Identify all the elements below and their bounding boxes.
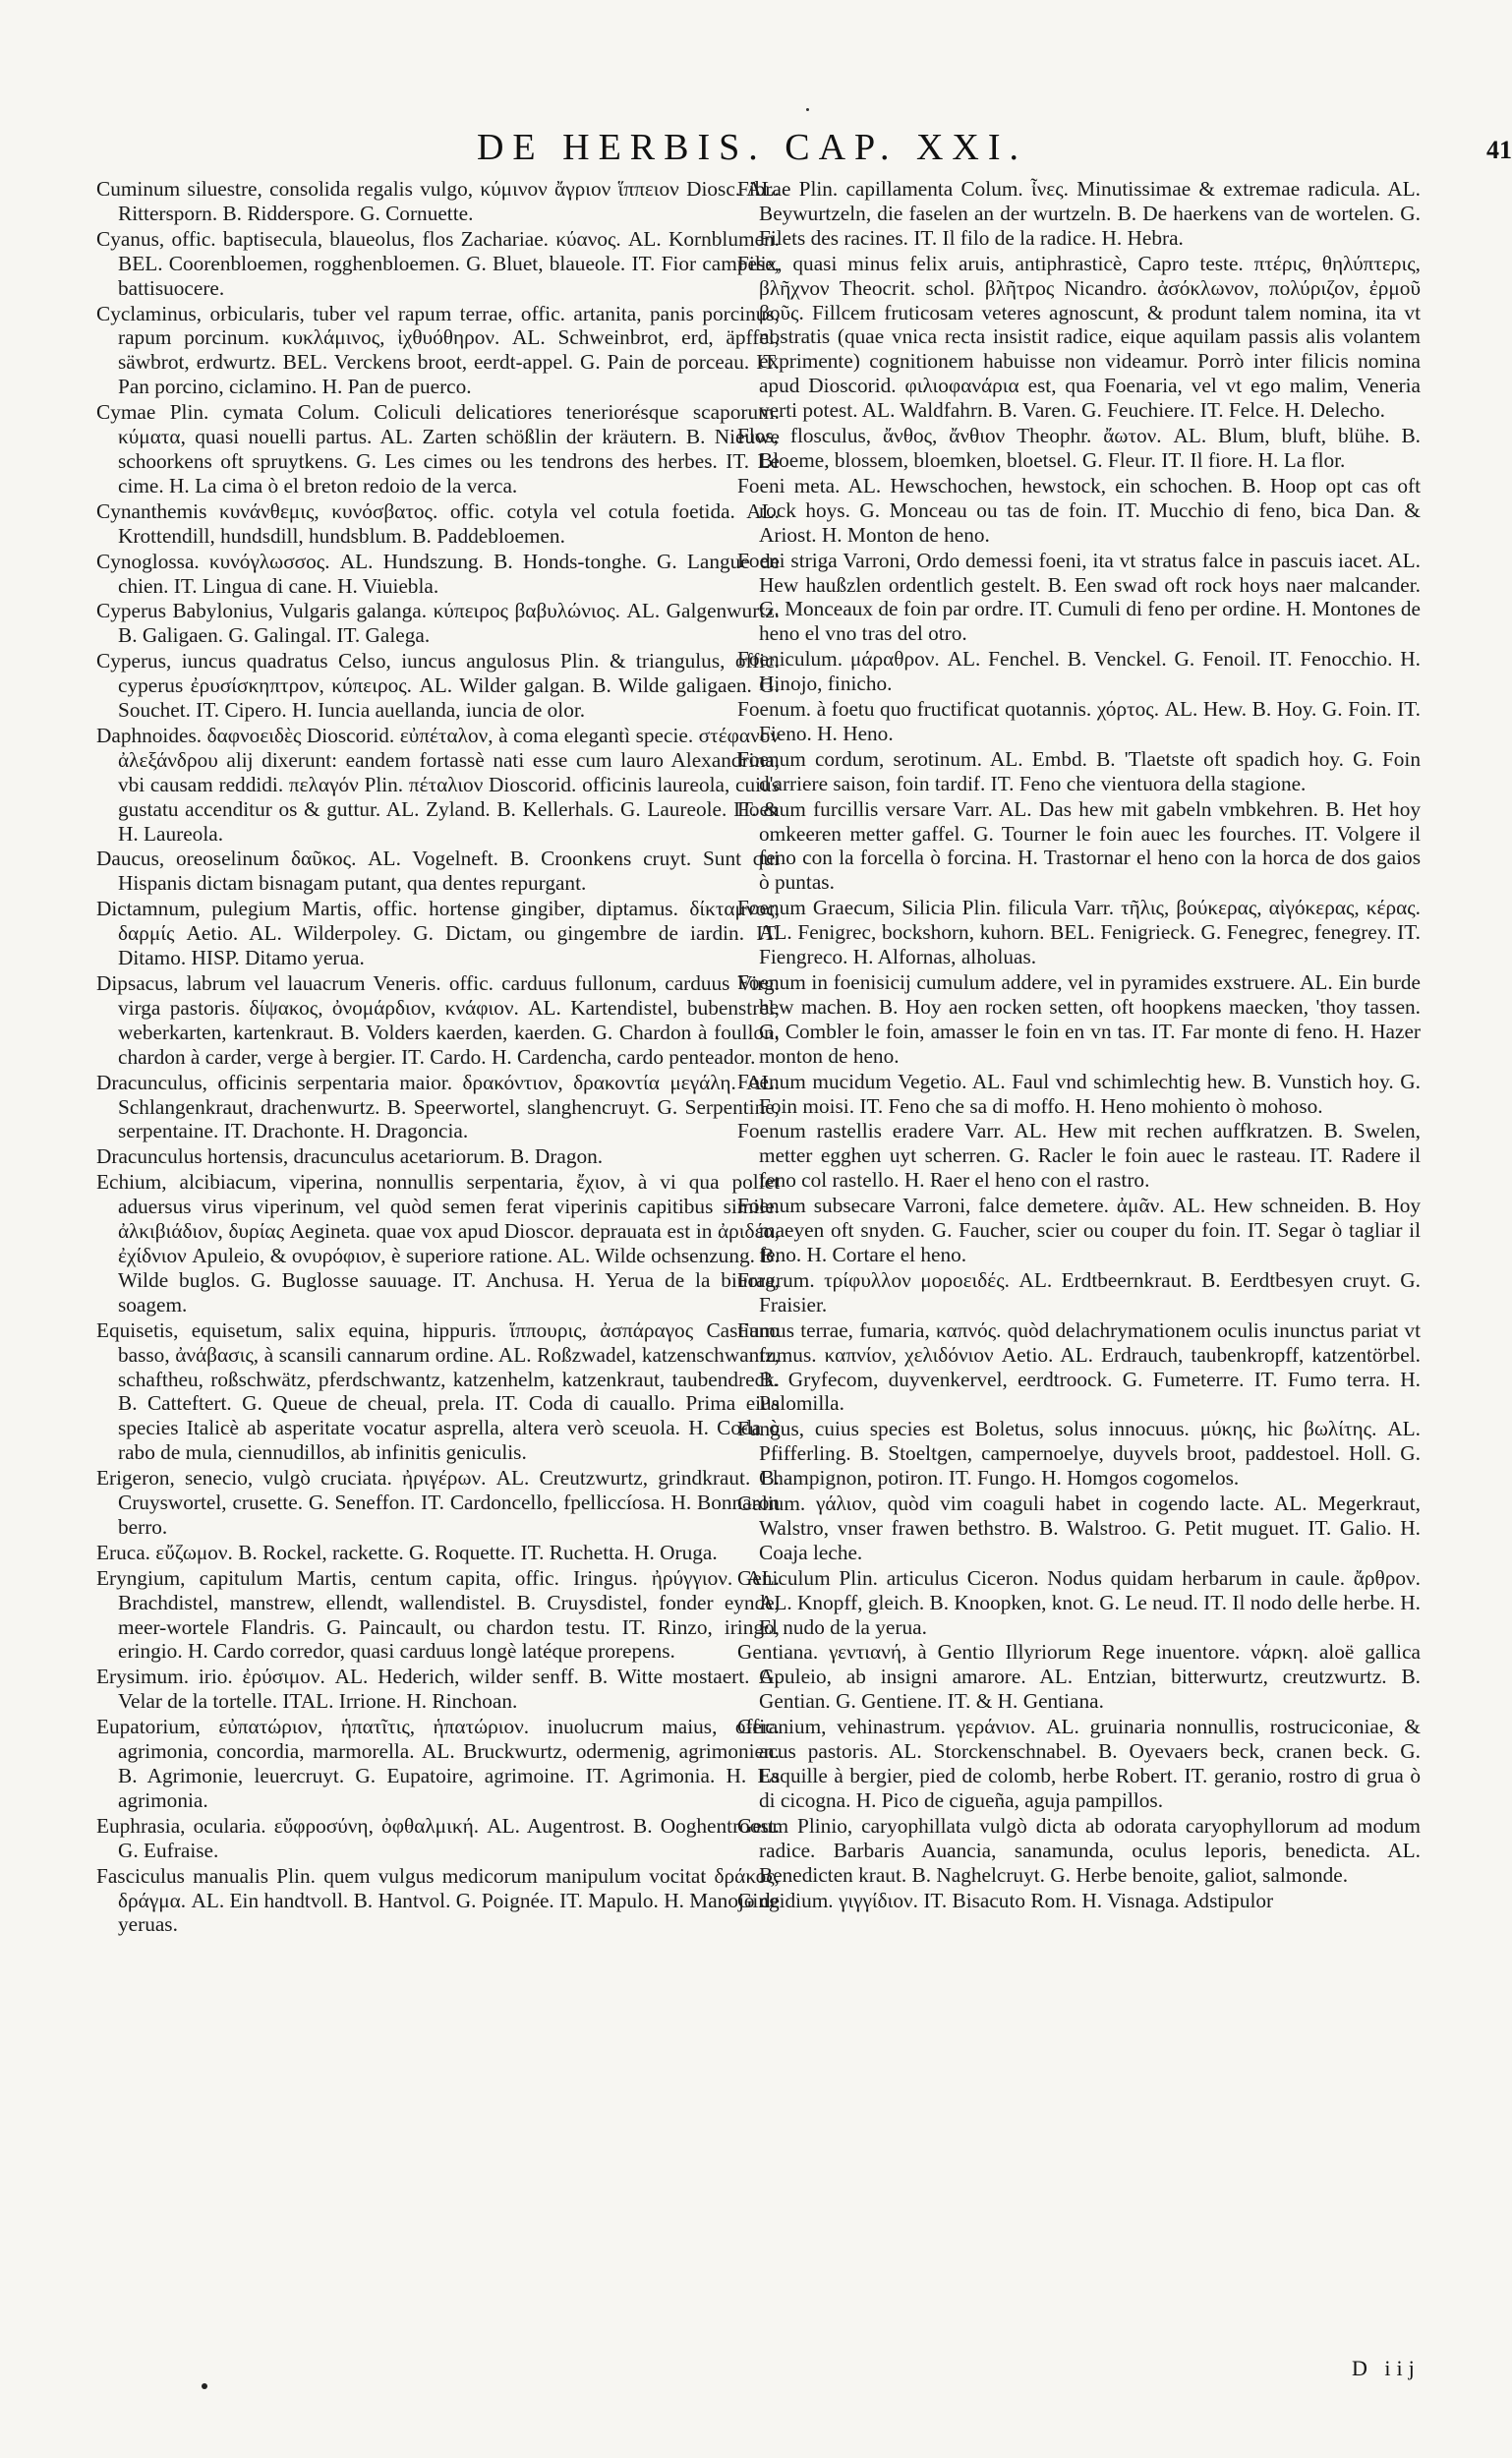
dictionary-entry: Cyanus, offic. baptisecula, blaueolus, flos Zachariae. κύανος. AL. Kornblumen. BEL. Coorenbloemen, rogghenbloemen. G. Bluet, blaueole. IT. Fior campese, battisuocere. (96, 226, 780, 300)
dictionary-entry: Foenum mucidum Vegetio. AL. Faul vnd schimlechtig hew. B. Vunstich hoy. G. Foin moisi. IT. Feno che sa di moffo. H. Heno mohiento ò mohoso. (737, 1069, 1421, 1118)
dictionary-entry: Dictamnum, pulegium Martis, offic. hortense gingiber, diptamus. δίκταμνος, δαρμίς Aetio. AL. Wilderpoley. G. Dictam, ou gingembre de iardin. IT. Ditamo. HISP. Ditamo yerua. (96, 897, 780, 970)
running-header: DE HERBIS. CAP. XXI. (476, 127, 1028, 168)
dictionary-entry: Dracunculus hortensis, dracunculus acetariorum. B. Dragon. (96, 1144, 604, 1169)
dictionary-entry: Gentiana. γεντιανή, à Gentio Illyriorum Rege inuentore. νάρκη. aloë gallica Apuleio, ab insigni amarore. AL. Entzian, bitterwurtz, creutzwurtz. B. Gentian. G. Gentiene. IT. & H. Gentiana. (737, 1640, 1421, 1714)
dictionary-entry: Daphnoides. δαφνοειδὲς Dioscorid. εὐπέταλον, à coma elegantì specie. στέφανον ἀλεξάνδρου alij dixerunt: eandem fortassè nati esse cum lauro Alexandrina, vbi causam reddidi. πελαγόν Plin. πέταλιον Dioscorid. officinis laureola, cuius gustatu accenditur os & guttur. AL. Zyland. B. Kellerhals. G. Laureole. IT. & H. Laureola. (96, 723, 780, 846)
dictionary-entry: Cynoglossa. κυνόγλωσσος. AL. Hundszung. B. Honds-tonghe. G. Langue de chien. IT. Lingua di cane. H. Viuiebla. (96, 549, 780, 598)
page-number: 41 (1486, 136, 1512, 164)
dictionary-entry: Foenum Graecum, Silicia Plin. filicula Varr. τῆλις, βούκερας, αἰγόκερας, κέρας. AL. Fenigrec, bockshorn, kuhorn. BEL. Fenigrieck. G. Fenegrec, fenegrey. IT. Fiengreco. H. Alfornas, alholuas. (737, 896, 1421, 969)
dictionary-entry: Foenum furcillis versare Varr. AL. Das hew mit gabeln vmbkehren. B. Het hoy omkeeren metter gaffel. G. Tourner le foin auec les fourches. IT. Volgere il feno con la forcella ò forcina. H. Trastornar el heno con la horca de dos gaios ò puntas. (737, 796, 1421, 895)
dictionary-entry: Eryngium, capitulum Martis, centum capita, offic. Iringus. ἠρύγγιον. AL. Brachdistel, manstrew, ellendt, wallendistel. B. Cruysdistel, fonder eynde, meer-wortele Flandris. G. Paincault, ou chardon testu. IT. Rinzo, iringo, eringio. H. Cardo corredor, quasi carduus longè latéque prorepens. (96, 1565, 780, 1664)
dictionary-entry: Eupatorium, εὐπατώριον, ἡπατῖτις, ἡπατώριον. inuolucrum maius, offic. agrimonia, concordia, marmorella. AL. Bruckwurtz, odermenig, agrimonien. B. Agrimonie, leuercruyt. G. Eupatoire, agrimoine. IT. Agrimonia. H. La agrimonia. (96, 1715, 780, 1812)
right-column (737, 177, 1421, 1913)
dictionary-entry: Geranium, vehinastrum. γεράνιον. AL. gruinaria nonnullis, rostruciconiae, & acus pastoris. AL. Storckenschnabel. B. Oyevaers beck, cranen beck. G. Esquille à bergier, pied de colomb, herbe Robert. IT. geranio, rostro di grua ò di cicogna. H. Pico de cigueña, aguja pampillos. (737, 1715, 1421, 1812)
dictionary-entry: Fibrae Plin. capillamenta Colum. ἶνες. Minutissimae & extremae radicula. AL. Beywurtzeln, die faselen an der wurtzeln. B. De haerkens van de wortelen. G. Filets des racines. IT. Il filo de la radice. H. Hebra. (737, 177, 1421, 250)
dictionary-entry: Foeni meta. AL. Hewschochen, hewstock, ein schochen. B. Hoop opt cas oft rock hoys. G. Monceau ou tas de foin. IT. Mucchio di feno, bica Dan. & Ariost. H. Monton de heno. (737, 473, 1421, 547)
dictionary-entry: Fungus, cuius species est Boletus, solus innocuus. μύκης, hic βωλίτης. AL. Pfifferling. B. Stoeltgen, campernoelye, duyvels broot, paddestoel. Holl. G. Champignon, potiron. IT. Fungo. H. Homgos cogomelos. (737, 1417, 1421, 1491)
dictionary-entry: Foeniculum. μάραθρον. AL. Fenchel. B. Venckel. G. Fenoil. IT. Fenocchio. H. Hinojo, finicho. (737, 647, 1421, 696)
ink-speck (806, 108, 809, 111)
dictionary-entry: Cyperus Babylonius, Vulgaris galanga. κύπειρος βαβυλώνιος. AL. Galgenwurtz. B. Galigaen. G. Galingal. IT. Galega. (96, 599, 780, 648)
dictionary-entry: Cymae Plin. cymata Colum. Coliculi delicatiores teneriorésque scaporum. κύματα, quasi nouelli partus. AL. Zarten schößlin der kräutern. B. Nieuwe schoorkens oft spruytkens. G. Les cimes ou les tendrons des herbes. IT. Le cime. H. La cima ò el breton redoio de la verca. (96, 400, 780, 497)
dictionary-entry: Gingidium. γιγγίδιον. IT. Bisacuto Rom. H. Visnaga. Adstipulor (737, 1888, 1274, 1912)
dictionary-entry: Cyperus, iuncus quadratus Celso, iuncus angulosus Plin. & triangulus, offic. cyperus ἐρυσίσκηπτρον, κύπειρος. AL. Wilder galgan. B. Wilde galigaen. G. Souchet. IT. Cipero. H. Iuncia auellanda, iuncia de olor. (96, 649, 780, 723)
dictionary-entry: Erysimum. irio. ἐρύσιμον. AL. Hederich, wilder senff. B. Witte mostaert. G. Velar de la tortelle. ITAL. Irrione. H. Rinchoan. (96, 1665, 780, 1714)
dictionary-entry: Cynanthemis κυνάνθεμις, κυνόσβατος. offic. cotyla vel cotula foetida. AL. Krottendill, hundsdill, hundsblum. B. Paddebloemen. (96, 498, 780, 548)
dictionary-entry: Dracunculus, officinis serpentaria maior. δρακόντιον, δρακοντία μεγάλη. AL. Schlangenkraut, drachenwurtz. B. Speerwortel, slanghencruyt. G. Serpentine, serpentaine. IT. Drachonte. H. Dragoncia. (96, 1070, 780, 1143)
dictionary-entry: Geum Plinio, caryophillata vulgò dicta ab odorata caryophyllorum ad modum radice. Barbaris Auancia, sanamunda, oculus leporis, benedicta. AL. Benedicten kraut. B. Naghelcruyt. G. Herbe benoite, galiot, salmonde. (737, 1813, 1421, 1887)
dictionary-entry: Foenum. à foetu quo fructificat quotannis. χόρτος. AL. Hew. B. Hoy. G. Foin. IT. Fieno. H. Heno. (737, 697, 1421, 745)
dictionary-entry: Filix, quasi minus felix aruis, antiphrasticè, Capro teste. πτέρις, θηλύπτερις, βλῆχνον Theocrit. schol. βλῆτρος Nicandro. ἀσόκλωνον, πολύριζον, ἐρμοῦ βοῦς. Fillcem fruticosam veteres agnoscunt, & produnt talem nomina, ita vt nostratis (quae vnica recta insistit radice, eique aquilam passis alis volantem exprimente) cognitionem habuisse non videamur. Porrò inter filicis nomina apud Dioscorid. φιλιοφανάρια est, qua Foenaria, vel vt ego malim, Veneria verti potest. AL. Waldfahrn. B. Varen. G. Feuchiere. IT. Felce. H. Delecho. (737, 251, 1421, 423)
dictionary-entry: Cuminum siluestre, consolida regalis vulgo, κύμινον ἄγριον ἵππειον Diosc. AL. Rittersporn. B. Ridderspore. G. Cornuette. (96, 177, 780, 225)
dictionary-entry: Foenum subsecare Varroni, falce demetere. ἀμᾶν. AL. Hew schneiden. B. Hoy maeyen oft snyden. G. Faucher, scier ou couper du foin. IT. Segar ò tagliar il feno. H. Cortare el heno. (737, 1194, 1421, 1266)
dictionary-entry: Euphrasia, ocularia. εὔφροσύνη, ὀφθαλμική. AL. Augentrost. B. Ooghentroost. G. Eufraise. (96, 1813, 780, 1862)
dictionary-entry: Fumus terrae, fumaria, καπνός. quòd delachrymationem oculis inunctus pariat vt fumus. καπνίον, χελιδόνιον Aetio. AL. Erdrauch, taubenkropff, katzentörbel. B. Gryfecom, duyvenkervel, eerdtroock. G. Fumeterre. IT. Fumo terra. H. Palomilla. (737, 1317, 1421, 1416)
dictionary-entry: Foenum in foenisicij cumulum addere, vel in pyramides exstruere. AL. Ein burde hew machen. B. Hoy aen rocken setten, oft hoopkens maecken, 'thoy tassen. G. Combler le foin, amasser le foin en vn tas. IT. Far monte di feno. H. Hazer monton de heno. (737, 970, 1421, 1068)
dictionary-entry: Dipsacus, labrum vel lauacrum Veneris. offic. carduus fullonum, carduus Virg. virga pastoris. δίψακος, ὀνομάρδιον, κνάφιον. AL. Kartendistel, bubenstrel, weberkarten, kartenkraut. B. Volders kaerden, kaerden. G. Chardon à foullon, chardon à carder, verge à bergier. IT. Cardo. H. Cardencha, cardo penteador. (96, 971, 780, 1069)
dictionary-entry: Erigeron, senecio, vulgò cruciata. ἠριγέρων. AL. Creutzwurtz, grindkraut. B. Cruyswortel, crusette. G. Seneffon. IT. Cardoncello, fpelliccíosa. H. Bonnaron berro. (96, 1466, 780, 1539)
ornament-dot (202, 2383, 207, 2389)
dictionary-entry: Echium, alcibiacum, viperina, nonnullis serpentaria, ἔχιον, à vi qua pollet aduersus virus viperinum, vel quòd semen ferat viperinis capitibus simile. ἀλκιβιάδιον, δυρίας Aegineta. quae vox apud Dioscor. deprauata est in ἀριδέα, ἐχίδνιον Apuleio, & ονυρόφιον, è superiore ratione. AL. Wilde ochsenzung. B. Wilde buglos. G. Buglosse sauuage. IT. Anchusa. H. Yerua de la biuora, soagem. (96, 1170, 780, 1317)
dictionary-entry: Eruca. εὔζωμον. B. Rockel, rackette. G. Roquette. IT. Ruchetta. H. Oruga. (96, 1540, 718, 1564)
dictionary-entry: Equisetis, equisetum, salix equina, hippuris. ἵππουρις, ἀσπάραγος Castiano basso, ἀνάβασις, à scansili cannarum ordine. AL. Roßzwadel, katzenschwantz, schaftheu, roßschwätz, pferdschwantz, katzenhelm, katzenkraut, taubendreck. B. Catteftert. G. Queue de cheual, prela. IT. Coda di cauallo. Prima eius species Italicè ab asperitate vocatur asprella, altera verò sceuola. H. Coda ò rabo de mula, ciennudillos, ab infinitis geniculis. (96, 1317, 780, 1465)
dictionary-entry: Cyclaminus, orbicularis, tuber vel rapum terrae, offic. artanita, panis porcinus, rapum porcinum. κυκλάμινος, ἰχθυόθηρον. AL. Schweinbrot, erd, äpffel, säwbrot, erdwurtz. BEL. Verckens broot, eerdt-appel. G. Pain de porceau. IT. Pan porcino, ciclamino. H. Pan de puerco. (96, 301, 780, 399)
dictionary-entry: Geniculum Plin. articulus Ciceron. Nodus quidam herbarum in caule. ἄρθρον. AL. Knopff, gleich. B. Knoopken, knot. G. Le neud. IT. Il nodo delle herbe. H. El nudo de la yerua. (737, 1565, 1421, 1639)
left-column (96, 177, 780, 1938)
dictionary-entry: Foenum cordum, serotinum. AL. Embd. B. 'Tlaetste oft spadich hoy. G. Foin d'arriere saison, foin tardif. IT. Feno che vientuora della stagione. (737, 746, 1421, 795)
dictionary-entry: Flos, flosculus, ἄνθος, ἄνθιον Theophr. ἄωτον. AL. Blum, bluft, blühe. B. Bloeme, blossem, bloemken, bloetsel. G. Fleur. IT. Il fiore. H. La flor. (737, 424, 1421, 472)
dictionary-entry: Daucus, oreoselinum δαῦκος. AL. Vogelneft. B. Croonkens cruyt. Sunt qui Hispanis dictam bisnagam putant, qua dentes repurgant. (96, 847, 780, 896)
dictionary-entry: Foenum rastellis eradere Varr. AL. Hew mit rechen auffkratzen. B. Swelen, metter egghen uyt scherren. G. Racler le foin auec le rasteau. IT. Radere il feno col rastello. H. Raer el heno con el rastro. (737, 1119, 1421, 1193)
dictionary-entry: Galium. γάλιον, quòd vim coaguli habet in cogendo lacte. AL. Megerkraut, Walstro, vnser frawen bethstro. B. Walstroo. G. Petit muguet. IT. Galio. H. Coaja leche. (737, 1492, 1421, 1564)
signature-mark: D iij (1352, 2356, 1421, 2380)
dictionary-entry: Fragrum. τρίφυλλον μοροειδές. AL. Erdtbeernkraut. B. Eerdtbesyen cruyt. G. Fraisier. (737, 1267, 1421, 1317)
dictionary-entry: Foeni striga Varroni, Ordo demessi foeni, ita vt stratus falce in pascuis iacet. AL. Hew haußzlen ordentlich gestelt. B. Een swad oft rock hoys naer malcander. G. Monceaux de foin par ordre. IT. Cumuli di feno per ordine. H. Montones de heno el vno tras del otro. (737, 548, 1421, 646)
dictionary-entry: Fasciculus manualis Plin. quem vulgus medicorum manipulum vocitat δράκος, δράγμα. AL. Ein handtvoll. B. Hantvol. G. Poignée. IT. Mapulo. H. Manojo de yeruas. (96, 1863, 780, 1937)
